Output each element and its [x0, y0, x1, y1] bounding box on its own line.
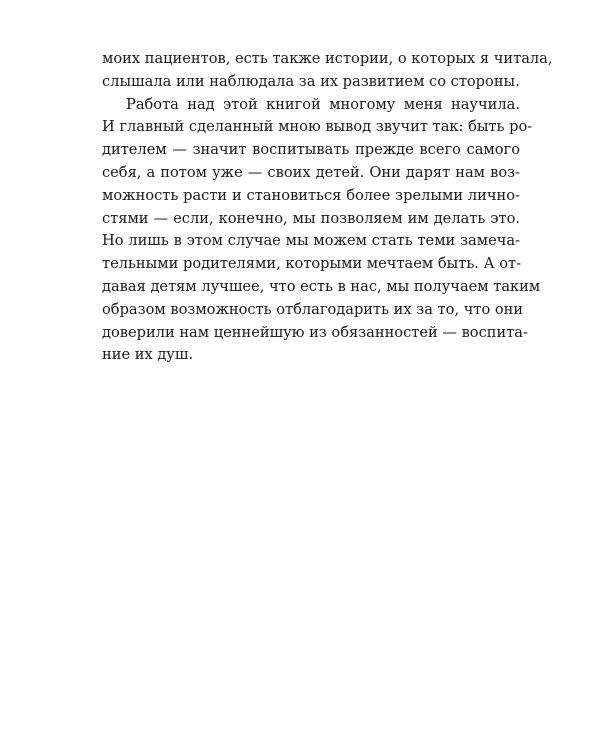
text-line: слышала или наблюдала за их развитием со стороны. — [102, 72, 520, 90]
text-line: тельными родителями, которыми мечтаем быть. А от- — [102, 255, 522, 273]
text-line: Работа над этой книгой многому меня научила. — [126, 95, 520, 113]
text-line: ние их душ. — [102, 346, 194, 364]
text-line: доверили нам ценнейшую из обязанностей — воспита- — [102, 323, 528, 341]
text-line: дителем — значит воспитывать прежде всего самого — [102, 141, 520, 159]
text-line: Но лишь в этом случае мы можем стать теми замеча- — [102, 232, 520, 250]
text-line: давая детям лучшее, что есть в нас, мы получаем таким — [102, 277, 541, 295]
body-text — [102, 48, 553, 367]
text-line: моих пациентов, есть также истории, о которых я читала, — [102, 50, 553, 67]
text-line: можность расти и становиться более зрелыми лично- — [102, 186, 520, 204]
text-line: стями — если, конечно, мы позволяем им делать это. — [102, 209, 520, 227]
text-line: образом возможность отблагодарить их за то, что они — [102, 300, 524, 318]
paragraph-2 — [102, 94, 541, 368]
paragraph-1 — [102, 48, 553, 94]
text-line: И главный сделанный мною вывод звучит так: быть ро- — [102, 118, 533, 136]
text-line: себя, а потом уже — своих детей. Они дарят нам воз- — [102, 163, 520, 181]
